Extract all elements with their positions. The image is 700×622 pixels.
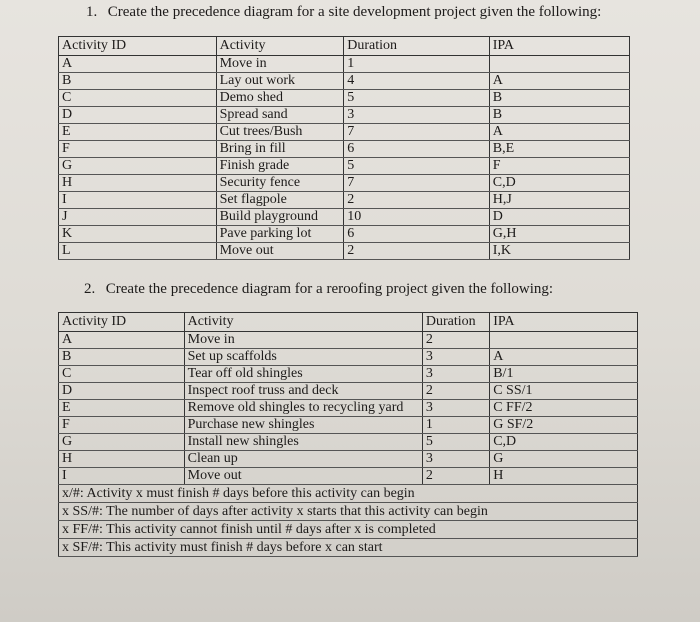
cell-activity-id: C bbox=[59, 90, 217, 107]
cell-activity: Move in bbox=[216, 56, 344, 73]
question-2 bbox=[84, 280, 553, 298]
cell-activity-id: H bbox=[59, 175, 217, 192]
cell-activity: Remove old shingles to recycling yard bbox=[184, 400, 422, 417]
cell-activity: Move in bbox=[184, 332, 422, 349]
cell-activity-id: J bbox=[59, 209, 217, 226]
column-header-activity: Activity bbox=[184, 313, 422, 332]
cell-duration: 7 bbox=[344, 124, 490, 141]
cell-activity-id: D bbox=[59, 383, 185, 400]
cell-activity-id: E bbox=[59, 124, 217, 141]
cell-duration: 5 bbox=[344, 158, 490, 175]
legend-row bbox=[59, 503, 638, 521]
table-row bbox=[59, 383, 638, 400]
cell-activity: Move out bbox=[184, 468, 422, 485]
cell-ipa bbox=[489, 56, 629, 73]
table-row bbox=[59, 451, 638, 468]
legend-row bbox=[59, 521, 638, 539]
question-2-number: 2. bbox=[84, 281, 96, 297]
table-row bbox=[59, 56, 630, 73]
cell-duration: 7 bbox=[344, 175, 490, 192]
cell-activity: Tear off old shingles bbox=[184, 366, 422, 383]
table-header-row bbox=[59, 313, 638, 332]
cell-activity: Spread sand bbox=[216, 107, 344, 124]
cell-duration: 4 bbox=[344, 73, 490, 90]
table-row bbox=[59, 400, 638, 417]
table-row bbox=[59, 90, 630, 107]
cell-duration: 5 bbox=[344, 90, 490, 107]
cell-duration: 2 bbox=[344, 243, 490, 260]
table-row bbox=[59, 175, 630, 192]
table-row bbox=[59, 366, 638, 383]
cell-duration: 3 bbox=[422, 451, 489, 468]
legend-row bbox=[59, 539, 638, 557]
cell-duration: 5 bbox=[422, 434, 489, 451]
table-row bbox=[59, 124, 630, 141]
legend-line: x SS/#: The number of days after activity x starts that this activity can begin bbox=[59, 503, 638, 521]
cell-ipa: B,E bbox=[489, 141, 629, 158]
cell-ipa: G,H bbox=[489, 226, 629, 243]
cell-duration: 10 bbox=[344, 209, 490, 226]
table-header-row bbox=[59, 37, 630, 56]
cell-activity-id: I bbox=[59, 192, 217, 209]
cell-duration: 3 bbox=[422, 400, 489, 417]
cell-duration: 3 bbox=[422, 349, 489, 366]
cell-activity-id: G bbox=[59, 158, 217, 175]
cell-ipa: D bbox=[489, 209, 629, 226]
cell-activity-id: B bbox=[59, 73, 217, 90]
legend-line: x/#: Activity x must finish # days before this activity can begin bbox=[59, 485, 638, 503]
table-row bbox=[59, 243, 630, 260]
column-header-ipa: IPA bbox=[489, 37, 629, 56]
cell-ipa: H,J bbox=[489, 192, 629, 209]
cell-ipa: A bbox=[490, 349, 638, 366]
table-row bbox=[59, 107, 630, 124]
legend-line: x FF/#: This activity cannot finish until # days after x is completed bbox=[59, 521, 638, 539]
table-row bbox=[59, 226, 630, 243]
cell-ipa: A bbox=[489, 124, 629, 141]
legend-row bbox=[59, 485, 638, 503]
cell-activity-id: D bbox=[59, 107, 217, 124]
table-row bbox=[59, 158, 630, 175]
cell-ipa: C FF/2 bbox=[490, 400, 638, 417]
cell-ipa bbox=[490, 332, 638, 349]
column-header-ipa: IPA bbox=[490, 313, 638, 332]
cell-activity: Lay out work bbox=[216, 73, 344, 90]
cell-duration: 6 bbox=[344, 226, 490, 243]
cell-activity: Purchase new shingles bbox=[184, 417, 422, 434]
cell-ipa: I,K bbox=[489, 243, 629, 260]
cell-activity-id: L bbox=[59, 243, 217, 260]
cell-ipa: B bbox=[489, 90, 629, 107]
cell-activity-id: A bbox=[59, 332, 185, 349]
table-row bbox=[59, 468, 638, 485]
cell-duration: 2 bbox=[422, 332, 489, 349]
question-1-text: Create the precedence diagram for a site development project given the following: bbox=[107, 4, 602, 20]
cell-activity: Security fence bbox=[216, 175, 344, 192]
cell-ipa: B/1 bbox=[490, 366, 638, 383]
cell-activity-id: H bbox=[59, 451, 185, 468]
cell-ipa: C,D bbox=[490, 434, 638, 451]
cell-activity-id: B bbox=[59, 349, 185, 366]
cell-activity: Inspect roof truss and deck bbox=[184, 383, 422, 400]
cell-activity: Bring in fill bbox=[216, 141, 344, 158]
cell-duration: 2 bbox=[422, 468, 489, 485]
cell-activity-id: A bbox=[59, 56, 217, 73]
cell-activity: Build playground bbox=[216, 209, 344, 226]
question-1 bbox=[86, 3, 601, 21]
question-2-text: Create the precedence diagram for a reroofing project given the following: bbox=[105, 281, 554, 297]
column-header-activity-id: Activity ID bbox=[59, 313, 185, 332]
cell-ipa: F bbox=[489, 158, 629, 175]
cell-activity: Set flagpole bbox=[216, 192, 344, 209]
question-1-number: 1. bbox=[86, 4, 98, 20]
cell-activity-id: C bbox=[59, 366, 185, 383]
cell-duration: 6 bbox=[344, 141, 490, 158]
cell-activity: Demo shed bbox=[216, 90, 344, 107]
cell-ipa: G SF/2 bbox=[490, 417, 638, 434]
cell-ipa: C SS/1 bbox=[490, 383, 638, 400]
cell-activity: Finish grade bbox=[216, 158, 344, 175]
cell-activity: Set up scaffolds bbox=[184, 349, 422, 366]
column-header-duration: Duration bbox=[344, 37, 490, 56]
cell-activity: Pave parking lot bbox=[216, 226, 344, 243]
cell-activity: Clean up bbox=[184, 451, 422, 468]
table-row bbox=[59, 209, 630, 226]
table-row bbox=[59, 349, 638, 366]
cell-ipa: C,D bbox=[489, 175, 629, 192]
column-header-duration: Duration bbox=[422, 313, 489, 332]
cell-activity-id: G bbox=[59, 434, 185, 451]
table-row bbox=[59, 73, 630, 90]
cell-duration: 1 bbox=[422, 417, 489, 434]
table-row bbox=[59, 434, 638, 451]
column-header-activity-id: Activity ID bbox=[59, 37, 217, 56]
cell-activity-id: F bbox=[59, 141, 217, 158]
cell-duration: 2 bbox=[344, 192, 490, 209]
table-row bbox=[59, 141, 630, 158]
site-development-table bbox=[58, 36, 630, 260]
cell-activity-id: K bbox=[59, 226, 217, 243]
cell-activity: Install new shingles bbox=[184, 434, 422, 451]
cell-ipa: G bbox=[490, 451, 638, 468]
table-row bbox=[59, 417, 638, 434]
cell-duration: 3 bbox=[344, 107, 490, 124]
table-row bbox=[59, 332, 638, 349]
cell-duration: 2 bbox=[422, 383, 489, 400]
cell-duration: 1 bbox=[344, 56, 490, 73]
cell-activity-id: E bbox=[59, 400, 185, 417]
cell-activity-id: F bbox=[59, 417, 185, 434]
cell-activity-id: I bbox=[59, 468, 185, 485]
table-row bbox=[59, 192, 630, 209]
cell-duration: 3 bbox=[422, 366, 489, 383]
legend-line: x SF/#: This activity must finish # days before x can start bbox=[59, 539, 638, 557]
cell-activity: Move out bbox=[216, 243, 344, 260]
cell-activity: Cut trees/Bush bbox=[216, 124, 344, 141]
cell-ipa: A bbox=[489, 73, 629, 90]
column-header-activity: Activity bbox=[216, 37, 344, 56]
cell-ipa: H bbox=[490, 468, 638, 485]
reroofing-table bbox=[58, 312, 638, 557]
cell-ipa: B bbox=[489, 107, 629, 124]
